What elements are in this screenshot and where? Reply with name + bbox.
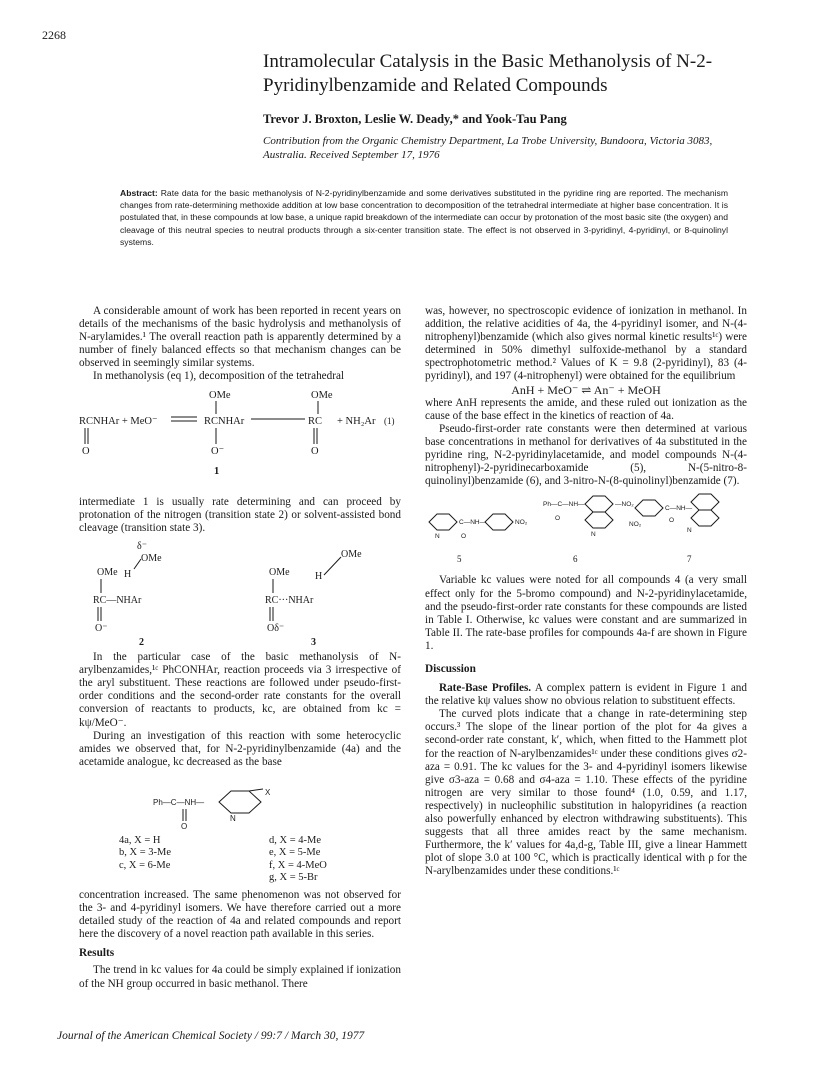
svg-text:OMe: OMe	[341, 548, 362, 560]
svg-text:O: O	[461, 533, 467, 541]
compound-item: 4a, X = H	[119, 834, 161, 846]
equilibrium-equation: AnH + MeO⁻ ⇌ An⁻ + MeOH	[511, 382, 661, 397]
paragraph: In methanolysis (eq 1), decomposition of the tetrahedral	[93, 370, 345, 383]
svg-text:O: O	[82, 445, 90, 457]
paragraph: During an investigation of this reaction with some heterocyclic amides we observed that, for N-2-pyridinylbenzamide (4a) and the acetamide analogue, kc decreased as the base	[79, 729, 401, 768]
affiliation-block	[263, 134, 733, 162]
svg-text:NO₂: NO₂	[629, 521, 642, 529]
svg-text:N: N	[230, 813, 236, 823]
svg-text:O: O	[311, 445, 319, 457]
compound-5-label: 5	[457, 554, 462, 565]
subheading-rate-base: Rate-Base Profiles.	[439, 682, 532, 695]
paragraph: concentration increased. The same phenomenon was not observed for the 3- and 4-pyridinyl isomers. We have therefore carried out a more detailed study of the reaction of 4a and related compounds and report here the discovery of a novel reaction path available in this series.	[79, 888, 401, 941]
intermediate-label: 1	[214, 465, 220, 477]
compound-item: b, X = 3-Me	[119, 847, 171, 859]
svg-text:O⁻: O⁻	[211, 445, 225, 457]
compound-7-label: 7	[687, 554, 692, 565]
svg-text:RCNHAr: RCNHAr	[204, 415, 245, 427]
svg-text:O⁻: O⁻	[95, 622, 108, 634]
paragraph: A considerable amount of work has been reported in recent years on details of the mechanisms of the basic hydrolysis and methanolysis of N-arylamides.¹ The overall reaction path is apparently determined by a number of finely balanced effects so that mechanism changes can be observed in seemingly similar systems.	[79, 305, 401, 370]
svg-text:OMe: OMe	[141, 552, 162, 564]
paragraph: Pseudo-first-order rate constants were then determined at various base concentrations in methanol for derivatives of 4a substituted in the pyridine ring, N-2-pyridinylacetamide, and model compounds N-(4-nitrophenyl)-2-pyridinecarboxamide (5), N-(5-nitro-8-quinolinyl)benzamide (6), and 3-nitro-N-(8-quinolinyl)benzamide (7).	[425, 422, 747, 488]
ts3-label: 3	[311, 636, 316, 647]
svg-text:OMe: OMe	[97, 566, 118, 578]
compound-item: e, X = 5-Me	[269, 847, 321, 859]
ts2-label: 2	[139, 636, 144, 647]
abstract-text: Rate data for the basic methanolysis of N-2-pyridinylbenzamide and some derivatives substituted in the pyridine ring are reported. The mechanism changes from rate-determining methoxide addition at low base concentration to decomposition of the tetrahedral intermediate at higher base concentration. It is postulated that, in these compounds at low base, a unique rapid breakdown of the intermediate can occur by protonation of the most basic site (the oxygen) and cleavage of this neutral species to neutral products through a six-center transition state. The effect is not observed in 3-pyridinyl, 4-pyridinyl, or 8-quinolinyl systems.	[120, 188, 728, 247]
paragraph: The trend in kc values for 4a could be simply explained if ionization of the NH group occurred in basic methanol. There	[79, 964, 401, 990]
svg-text:+ NH₂Ar: + NH₂Ar	[337, 415, 376, 427]
svg-text:OMe: OMe	[269, 566, 290, 578]
svg-text:RCNHAr + MeO⁻: RCNHAr + MeO⁻	[79, 415, 158, 427]
svg-text:δ⁻: δ⁻	[137, 540, 147, 552]
left-column	[79, 305, 401, 991]
svg-text:O: O	[669, 517, 675, 525]
compound-6-label: 6	[573, 554, 578, 565]
svg-text:N: N	[687, 527, 692, 535]
svg-text:N: N	[435, 533, 440, 541]
paragraph-text: A complex pattern is evident in Figure 1 and the relative kψ values show no obvious relation to substituent effects.	[425, 682, 747, 708]
compound-item: f, X = 4-MeO	[269, 859, 327, 871]
model-compound-structures	[425, 488, 747, 570]
paragraph: where AnH represents the amide, and these ruled out ionization as the cause of the base effect in the kinetics of reaction of 4a.	[425, 396, 747, 422]
reaction-scheme-eq1	[79, 384, 401, 492]
svg-text:H: H	[124, 568, 132, 580]
section-heading-discussion: Discussion	[425, 662, 476, 675]
svg-text:OMe: OMe	[209, 389, 231, 401]
journal-footer: Journal of the American Chemical Society / 99:7 / March 30, 1977	[57, 1030, 365, 1042]
received-date: Received September 17, 1976	[309, 149, 440, 161]
svg-text:N: N	[591, 531, 596, 539]
abstract-label: Abstract:	[120, 188, 158, 198]
paragraph: In the particular case of the basic methanolysis of N-arylbenzamides,¹ᶜ PhCONHAr, reaction proceeds via 3 irrespective of the aryl substituent. These reactions are followed under pseudo-first-order conditions and the second-order rate constants for the overall conversion of reactants to products, kc, are obtained from kc = kψ/MeO⁻.	[79, 651, 401, 729]
paragraph: The curved plots indicate that a change in rate-determining step occurs.³ The slope of the linear portion of the plot for 4a gives a second-order rate constant, k′, which, when fitted to the Hammett plot for the reaction of N-arylbenzamides¹ᶜ under these conditions gives σ2-aza = 0.91. The kc values for the 3- and 4-pyridinyl isomers likewise give σ3-aza = 0.68 and σ4-aza = 1.10. These effects of the pyridine nitrogen are very similar to those found⁴ (1.0, 0.59, and 1.17, respectively) in nucleophilic substitution in halopyridines (a reaction also powerfully enhanced by electron withdrawing substituents). This suggests that all three amides react by the same mechanism. Furthermore, the k′ values for 4a,d-g, Table III, give a linear Hammett plot of slope 3.0 at 100 °C, which is practically identical with ρ for the N-arylbenzamides under these conditions.¹ᶜ	[425, 708, 747, 878]
paragraph: Variable kc values were noted for all compounds 4 (a very small effect only for the 5-bromo compound) and N-2-pyridinylacetamide, and the pseudo-first-order rate constants for these compounds are listed in Table I. Otherwise, kc values were constant and are summarized in Table II. The rate-base profiles for compounds 4a-f are shown in Figure 1.	[425, 574, 747, 652]
svg-text:Ph—C—NH—: Ph—C—NH—	[153, 797, 205, 807]
paragraph: intermediate 1 is usually rate determining and can proceed by protonation of the nitrogen (transition state 2) or solvent-assisted bond cleavage (transition state 3).	[79, 495, 401, 534]
svg-text:O: O	[555, 515, 561, 523]
right-column	[425, 305, 747, 878]
svg-text:Ph—C—NH—: Ph—C—NH—	[543, 501, 585, 509]
paragraph	[425, 682, 747, 708]
article-title: Intramolecular Catalysis in the Basic Methanolysis of N-2-Pyridinylbenzamide and Related Compounds	[263, 51, 713, 96]
paragraph: was, however, no spectroscopic evidence of ionization in methanol. In addition, the relative acidities of 4a, the 4-pyridinyl isomer, and N-(4-nitrophenyl)benzamide (which also gives normal kinetic results¹ᶜ) were determined in 50% dimethyl sulfoxide-methanol by a standard spectrophotometric method.² Values of K = 9.8 (2-pyridinyl), 83 (4-pyridinyl), and 197 (4-nitrophenyl) were obtained for the equilibrium	[425, 305, 747, 383]
svg-text:H: H	[315, 570, 323, 582]
affiliation: Contribution from the Organic Chemistry Department, La Trobe University, Bundoora, Victoria 3083, Australia.	[263, 135, 713, 161]
svg-text:NO₂: NO₂	[515, 519, 528, 527]
svg-text:O: O	[181, 821, 188, 831]
compound-item: g, X = 5-Br	[269, 872, 318, 884]
compound-list	[119, 835, 401, 885]
svg-text:C—NH—: C—NH—	[665, 505, 693, 513]
abstract	[120, 187, 728, 248]
svg-text:RC—NHAr: RC—NHAr	[93, 594, 142, 606]
compound-4-structure	[79, 769, 401, 831]
authors: Trevor J. Broxton, Leslie W. Deady,* and Yook-Tau Pang	[263, 112, 567, 126]
equation-number: (1)	[384, 415, 395, 426]
svg-text:RC···NHAr: RC···NHAr	[265, 594, 314, 606]
page-number: 2268	[42, 28, 66, 42]
svg-text:OMe: OMe	[311, 389, 333, 401]
compound-item: d, X = 4-Me	[269, 834, 321, 846]
svg-text:Oδ⁻: Oδ⁻	[267, 622, 285, 634]
svg-text:—NO₂: —NO₂	[615, 501, 634, 509]
compound-item: c, X = 6-Me	[119, 859, 171, 871]
svg-text:C—NH—: C—NH—	[459, 519, 487, 527]
transition-state-structures	[79, 535, 401, 647]
svg-text:X: X	[265, 787, 271, 797]
svg-text:RC: RC	[308, 415, 323, 427]
section-heading-results: Results	[79, 947, 115, 960]
